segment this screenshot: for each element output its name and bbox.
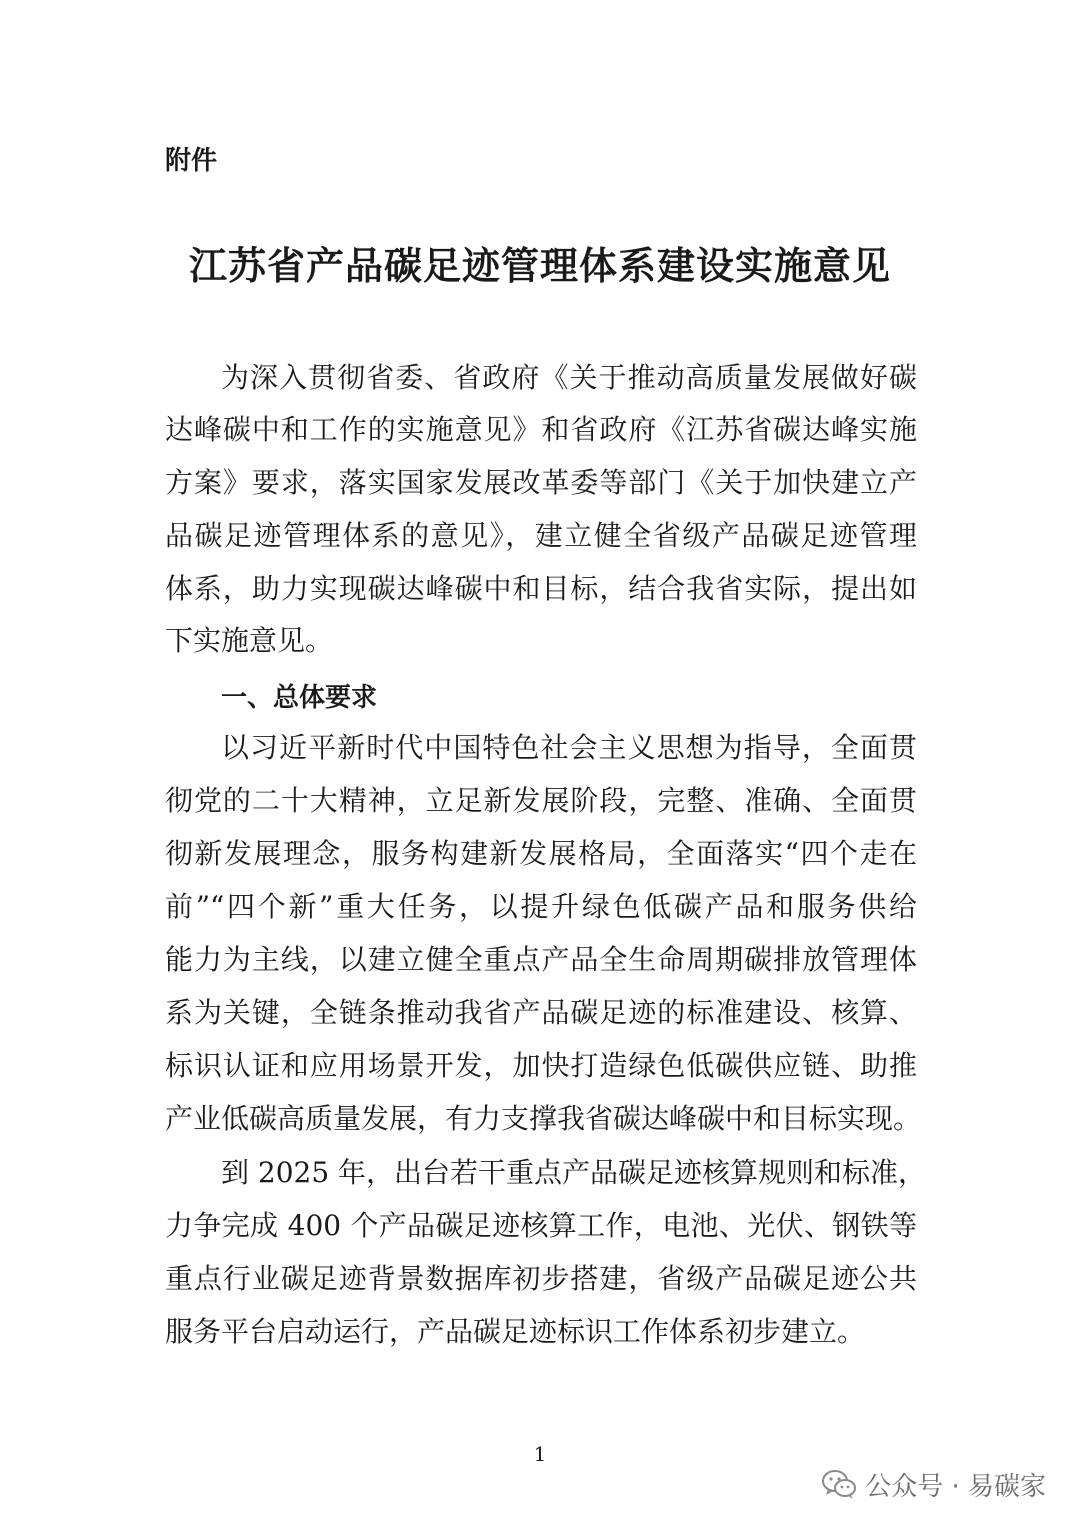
document-title: 江苏省产品碳足迹管理体系建设实施意见 [188,243,891,288]
section-line: 前”“四个新”重大任务，以提升绿色低碳产品和服务供给 [165,890,917,923]
target-line: 力争完成 400 个产品碳足迹核算工作，电池、光伏、钢铁等 [165,1209,917,1242]
intro-line: 为深入贯彻省委、省政府《关于推动高质量发展做好碳 [221,361,917,394]
intro-line: 品碳足迹管理体系的意见》，建立健全省级产品碳足迹管理 [165,519,917,552]
attachment-label: 附件 [165,146,218,176]
section-line: 以习近平新时代中国特色社会主义思想为指导，全面贯 [221,731,917,764]
section-line: 彻新发展理念，服务构建新发展格局，全面落实“四个走在 [165,837,917,870]
target-line: 到 2025 年，出台若干重点产品碳足迹核算规则和标准， [221,1156,927,1189]
intro-line: 体系，助力实现碳达峰碳中和目标，结合我省实际，提出如 [165,572,917,605]
page-number: 1 [533,1442,547,1466]
wechat-icon [821,1468,857,1500]
section-heading: 一、总体要求 [221,683,378,713]
target-line: 重点行业碳足迹背景数据库初步搭建，省级产品碳足迹公共 [165,1262,917,1295]
target-line: 服务平台启动运行，产品碳足迹标识工作体系初步建立。 [165,1315,866,1348]
section-line: 系为关键，全链条推动我省产品碳足迹的标准建设、核算、 [165,996,917,1029]
section-line: 彻党的二十大精神，立足新发展阶段，完整、准确、全面贯 [165,784,917,817]
section-line: 能力为主线，以建立健全重点产品全生命周期碳排放管理体 [165,943,917,976]
section-line: 标识认证和应用场景开发，加快打造绿色低碳供应链、助推 [165,1049,917,1082]
watermark [821,1464,1046,1504]
section-line: 产业低碳高质量发展，有力支撑我省碳达峰碳中和目标实现。 [165,1102,922,1135]
watermark-text: 公众号 · 易碳家 [865,1471,1046,1502]
intro-line: 下实施意见。 [165,624,334,657]
intro-line: 达峰碳中和工作的实施意见》和省政府《江苏省碳达峰实施 [165,413,917,446]
intro-line: 方案》要求，落实国家发展改革委等部门《关于加快建立产 [165,466,917,499]
